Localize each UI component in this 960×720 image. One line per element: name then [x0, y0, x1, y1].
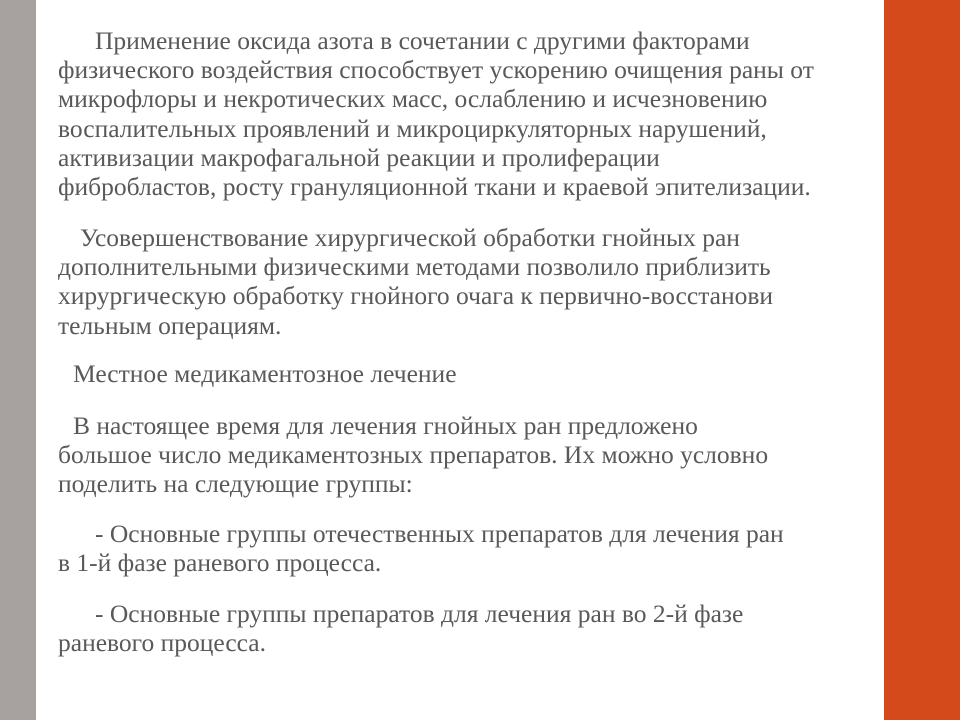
list-item-phase-1	[58, 519, 784, 577]
paragraph-drug-groups-intro	[58, 411, 768, 499]
paragraph-line: воспалительных проявлений и микроциркуляторных нарушений,	[58, 113, 767, 143]
paragraph-line: Местное медикаментозное лечение	[73, 359, 457, 388]
right-decorative-bar	[884, 0, 960, 720]
list-item-phase-2	[58, 599, 743, 657]
paragraph-line: - Основные группы препаратов для лечения ран во 2-й фазе	[95, 599, 744, 628]
paragraph-line: хирургическую обработку гнойного очага к первично-восстанови	[58, 281, 774, 311]
paragraph-line: Применение оксида азота в сочетании с другими факторами	[95, 26, 750, 55]
paragraph-line: раневого процесса.	[58, 628, 266, 658]
left-decorative-bar	[0, 0, 36, 720]
paragraph-line: в 1-й фазе раневого процесса.	[58, 548, 382, 578]
paragraph-line: активизации макрофагальной реакции и пролиферации	[58, 142, 660, 172]
paragraph-line: большое число медикаментозных препаратов. Их можно условно	[58, 440, 769, 470]
paragraph-line: тельным операциям.	[58, 310, 282, 340]
paragraph-line: поделить на следующие группы:	[58, 469, 413, 499]
paragraph-line: дополнительными физическими методами позволило приблизить	[58, 252, 771, 282]
paragraph-line: физического воздействия способствует ускорению очищения раны от	[58, 55, 814, 85]
section-heading-local-treatment	[58, 359, 457, 388]
paragraph-line: - Основные группы отечественных препаратов для лечения ран	[95, 519, 784, 548]
paragraph-surgical-treatment	[58, 223, 773, 340]
paragraph-line: микрофлоры и некротических масс, ослаблению и исчезновению	[58, 84, 768, 114]
paragraph-nitric-oxide	[58, 26, 814, 201]
paragraph-line: фибробластов, росту грануляционной ткани и краевой эпителизации.	[58, 172, 811, 202]
paragraph-line: В настоящее время для лечения гнойных ран предложено	[73, 411, 698, 440]
paragraph-line: Усовершенствование хирургической обработки гнойных ран	[80, 223, 740, 252]
